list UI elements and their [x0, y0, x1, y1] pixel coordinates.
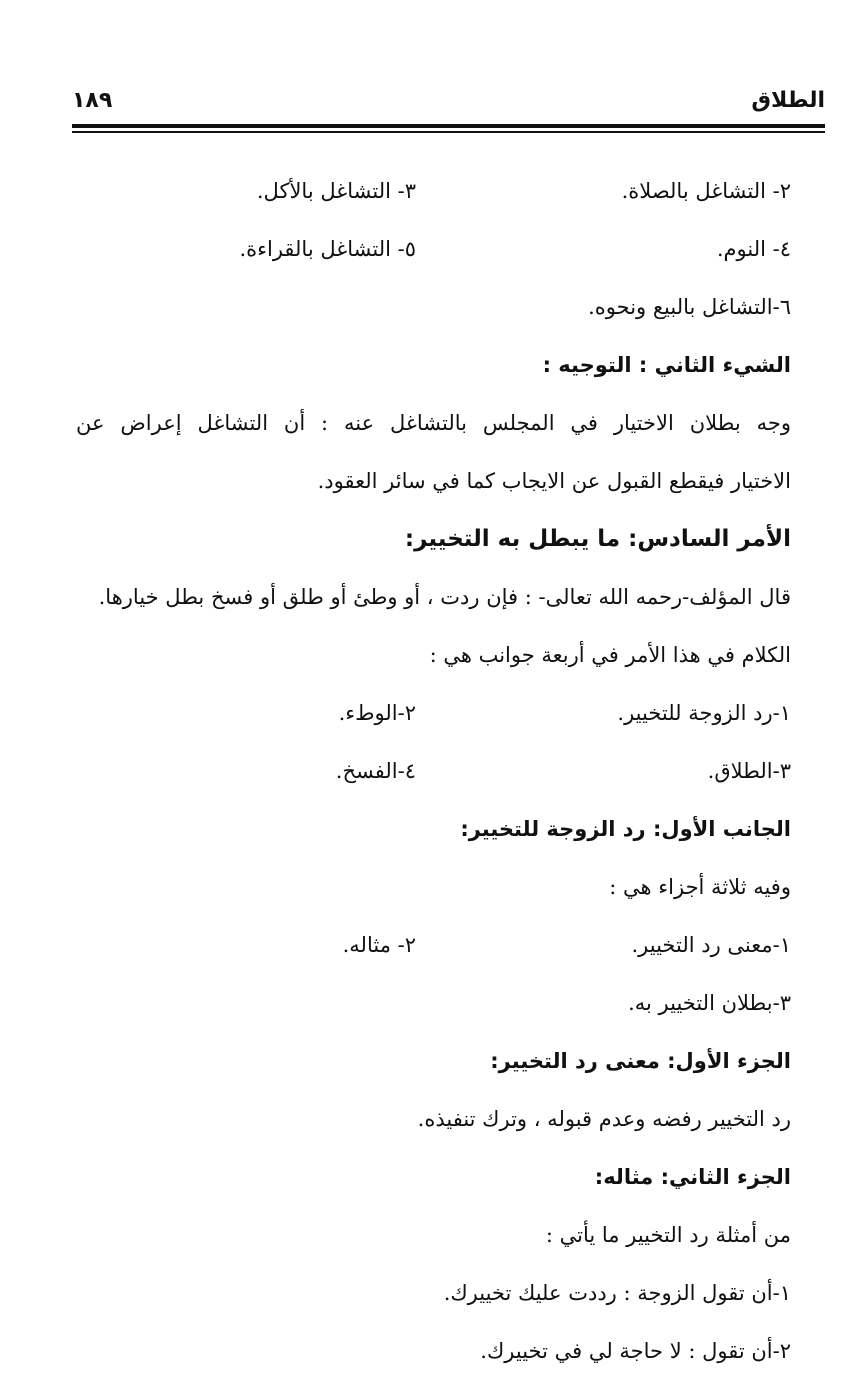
list-item: ٢- التشاغل بالصلاة.	[621, 179, 791, 203]
chapter-title: الطلاق	[751, 88, 825, 113]
list-row	[76, 220, 791, 278]
paragraph-line: الاختيار فيقطع القبول عن الايجاب كما في سائر العقود.	[317, 469, 791, 493]
list-item: ١-رد الزوجة للتخيير.	[617, 701, 791, 725]
page-number: ١٨٩	[72, 88, 113, 113]
list-item: ٢- مثاله.	[342, 933, 416, 957]
paragraph-line: وجه بطلان الاختيار في المجلس بالتشاغل عنه : أن التشاغل إعراض عن	[76, 411, 791, 435]
quote-line: قال المؤلف-رحمه الله تعالى- : فإن ردت ، أو وطئ أو طلق أو فسخ بطل خيارها.	[98, 585, 791, 609]
paragraph-line: من أمثلة رد التخيير ما يأتي :	[545, 1223, 791, 1247]
running-header	[72, 88, 825, 124]
paragraph-line: الكلام في هذا الأمر في أربعة جوانب هي :	[429, 643, 791, 667]
paragraph-line: رد التخيير رفضه وعدم قبوله ، وترك تنفيذه.	[417, 1107, 791, 1131]
list-item: ٣-الطلاق.	[707, 759, 791, 783]
list-item: ١-أن تقول الزوجة : رددت عليك تخييرك.	[443, 1281, 791, 1305]
list-item: ٣-بطلان التخيير به.	[628, 991, 791, 1015]
section-heading: الجزء الثاني: مثاله:	[594, 1165, 791, 1189]
list-item: ٦-التشاغل بالبيع ونحوه.	[588, 295, 791, 319]
section-heading: الشيء الثاني : التوجيه :	[542, 353, 791, 377]
list-item: ٥- التشاغل بالقراءة.	[239, 237, 416, 261]
list-item: ٢-أن تقول : لا حاجة لي في تخييرك.	[480, 1339, 791, 1363]
list-item: ٤-الفسخ.	[335, 759, 416, 783]
list-row	[76, 742, 791, 800]
page-body	[76, 162, 791, 1380]
list-item: ٤- النوم.	[716, 237, 791, 261]
list-item: ٢-الوطء.	[338, 701, 416, 725]
list-row	[76, 162, 791, 220]
section-heading: الجزء الأول: معنى رد التخيير:	[490, 1049, 791, 1073]
list-row	[76, 684, 791, 742]
paragraph-line: وفيه ثلاثة أجزاء هي :	[609, 875, 791, 899]
section-heading: الجانب الأول: رد الزوجة للتخيير:	[460, 817, 791, 841]
list-item: ٣- التشاغل بالأكل.	[256, 179, 416, 203]
header-rule-thin	[72, 131, 825, 133]
section-heading: الأمر السادس: ما يبطل به التخيير:	[404, 526, 791, 552]
list-row	[76, 916, 791, 974]
header-rule-thick	[72, 124, 825, 128]
list-item: ١-معنى رد التخيير.	[631, 933, 791, 957]
